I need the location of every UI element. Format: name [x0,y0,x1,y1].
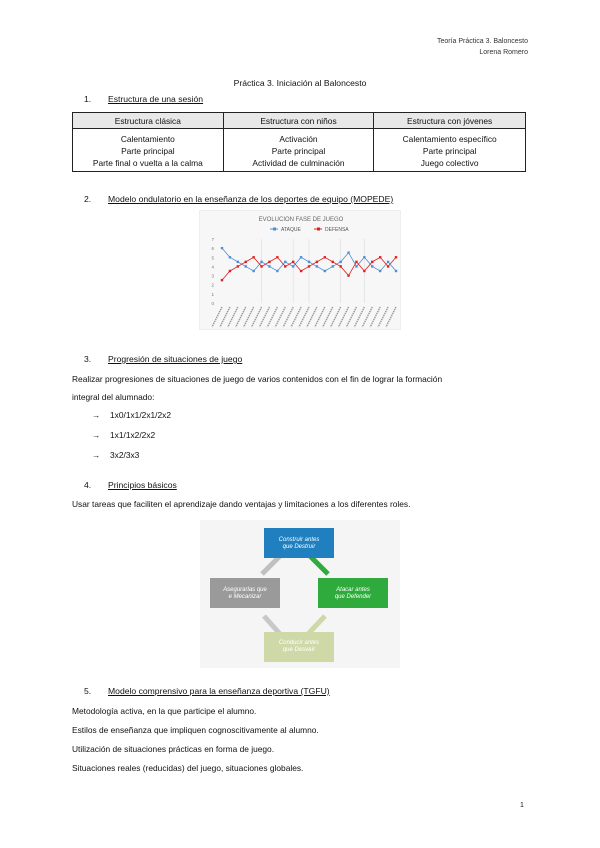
data-point [371,261,373,263]
list-item-text: 1x1/1x2/2x2 [110,430,156,440]
list-item-text: 3x2/3x3 [110,450,140,460]
data-point [292,261,294,263]
data-point [229,256,231,258]
data-point [221,279,223,281]
data-point [387,265,389,267]
paragraph: Metodología activa, en la que participe el alumno. [72,706,257,716]
legend-label: DEFENSA [325,227,349,233]
header-author: Lorena Romero [479,49,528,56]
cell-line: Activación [279,134,318,144]
x-tick-label [339,307,349,327]
session-structure-table [72,112,526,172]
data-point [395,270,397,272]
cell-line: Actividad de culminación [252,158,345,168]
paragraph: Estilos de enseñanza que impliquen cognoscitivamente al alumno. [72,725,319,735]
data-point [316,261,318,263]
paragraph: Realizar progresiones de situaciones de juego de varios contenidos con el fin de lograr la formación [72,374,443,384]
arrow-icon: → [92,450,101,460]
box-top [264,528,334,558]
section-5-heading [84,686,330,696]
section-number: 5. [84,686,92,696]
section-number: 3. [84,354,92,364]
x-tick-label [386,307,396,327]
cycle-diagram [200,520,400,668]
x-tick-label [228,307,238,327]
x-tick-label [315,307,325,327]
table-header: Estructura con jóvenes [374,113,526,129]
data-point [300,270,302,272]
data-point [237,265,239,267]
paragraph: Situaciones reales (reducidas) del juego, situaciones globales. [72,763,304,773]
table-cell [223,129,374,172]
cell-line: Parte principal [121,146,175,156]
table-cell [73,129,224,172]
diagram-text-line: Atacar antes [336,587,370,593]
y-tick-label: 6 [211,246,214,252]
data-point [355,261,357,263]
data-point [268,265,270,267]
y-tick-label: 1 [211,291,214,297]
x-tick-label [212,307,222,327]
arrow-icon: → [92,430,101,440]
section-3-heading [84,354,242,364]
data-point [308,265,310,267]
diagram-text-line: que Desvaír [282,647,316,653]
x-tick-label [252,307,262,327]
diagram-text-line: que Destruir [282,544,316,550]
data-point [324,270,326,272]
arrow-icon: → [92,410,101,420]
principles-cycle-diagram [200,520,400,668]
y-tick-label: 5 [211,255,214,261]
data-point [276,256,278,258]
cell-line: Parte principal [422,146,477,156]
data-point [245,265,247,267]
box-right [318,578,388,608]
data-point [300,256,302,258]
paragraph: integral del alumnado: [72,392,155,402]
data-point [339,261,341,263]
x-tick-label [370,307,380,327]
y-tick-label: 7 [211,237,214,242]
data-point [308,261,310,263]
x-tick-label [299,307,309,327]
box-bottom-text [279,640,319,653]
chart-y-ticks [211,237,214,306]
diagram-text-line: Asegurarlas que [223,587,267,593]
section-number: 2. [84,194,92,204]
y-tick-label: 4 [211,264,214,270]
x-tick-label [283,307,293,327]
data-point [379,256,381,258]
table-row [73,129,526,172]
y-tick-label: 2 [211,282,214,288]
cell-line: Juego colectivo [420,158,479,168]
phase-evolution-chart [199,210,401,330]
x-tick-label [236,307,246,327]
section-4-heading [84,480,177,490]
box-left [210,578,280,608]
data-point [395,256,397,258]
table-header: Estructura con niños [223,113,374,129]
arrow-top-right [310,556,328,574]
data-point [379,270,381,272]
data-point [237,261,239,263]
arrow-left-top [262,556,280,574]
running-header [437,36,528,58]
data-point [268,261,270,263]
x-tick-label [354,307,364,327]
table-header: Estructura clásica [73,113,224,129]
data-point [355,265,357,267]
data-point [292,265,294,267]
section-label: Estructura de una sesión [108,94,204,104]
paragraph: Utilización de situaciones prácticas en forma de juego. [72,744,275,754]
page-number: 1 [520,802,524,809]
x-tick-label [323,307,333,327]
section-number: 1. [84,94,92,104]
table-header-row [73,113,526,129]
data-point [284,265,286,267]
data-point [332,261,334,263]
cell-line: Calentamiento específico [402,134,497,144]
y-tick-label: 0 [211,301,214,306]
x-tick-label [220,307,230,327]
legend-marker [317,228,320,231]
diagram-text-line: e Mecanizar [228,594,262,600]
data-point [363,256,365,258]
y-tick-label: 3 [211,273,214,279]
section-label: Modelo comprensivo para la enseñanza deportiva (TGFU) [108,686,330,696]
data-point [252,256,254,258]
cell-line: Parte principal [271,146,326,156]
box-right-text [335,587,372,600]
data-point [229,270,231,272]
data-point [316,265,318,267]
data-point [245,261,247,263]
list-item [92,410,171,420]
table-cell [374,129,526,172]
x-tick-label [362,307,372,327]
diagram-text-line: que Defender [334,594,372,600]
data-point [260,265,262,267]
data-point [252,270,254,272]
cell-line: Parte final o vuelta a la calma [92,158,203,168]
data-point [387,261,389,263]
data-point [324,256,326,258]
list-item [92,450,139,460]
section-label: Principios básicos [108,480,177,490]
arrow-right-bottom [308,616,325,634]
section-2-heading [84,194,393,204]
data-point [363,270,365,272]
section-label: Modelo ondulatorio en la enseñanza de los deportes de equipo (MOPEDE) [108,194,394,204]
header-course: Teoría Práctica 3. Baloncesto [436,38,528,45]
x-tick-label [259,307,269,327]
x-tick-label [346,307,356,327]
legend-label: ATAQUE [281,227,301,233]
x-tick-label [378,307,388,327]
data-point [284,261,286,263]
chart-x-labels [212,307,396,327]
arrow-bottom-left [264,616,280,634]
data-point [332,265,334,267]
paragraph: Usar tareas que faciliten el aprendizaje dando ventajas y limitaciones a los diferentes roles. [72,499,411,509]
data-point [339,265,341,267]
page-title: Práctica 3. Iniciación al Baloncesto [233,78,367,88]
x-tick-label [307,307,317,327]
data-point [371,265,373,267]
data-point [276,270,278,272]
data-point [221,247,223,249]
line-chart [200,211,402,331]
diagram-text-line: Construir antes [278,537,320,543]
data-point [347,252,349,254]
data-point [260,261,262,263]
x-tick-label [275,307,285,327]
x-tick-label [244,307,254,327]
section-number: 4. [84,480,92,490]
section-label: Progresión de situaciones de juego [108,354,243,364]
box-left-text [222,587,267,600]
list-item [92,430,155,440]
section-1-heading [84,94,203,104]
chart-title: EVOLUCION FASE DE JUEGO [258,217,344,223]
data-point [347,274,349,276]
chart-legend [270,227,349,233]
x-tick-label [267,307,277,327]
cell-line: Calentamiento [120,134,175,144]
box-top-text [279,537,320,550]
x-tick-label [331,307,341,327]
list-item-text: 1x0/1x1/2x1/2x2 [110,410,171,420]
x-tick-label [291,307,301,327]
legend-marker [273,228,276,231]
diagram-text-line: Conducir antes [278,640,320,646]
